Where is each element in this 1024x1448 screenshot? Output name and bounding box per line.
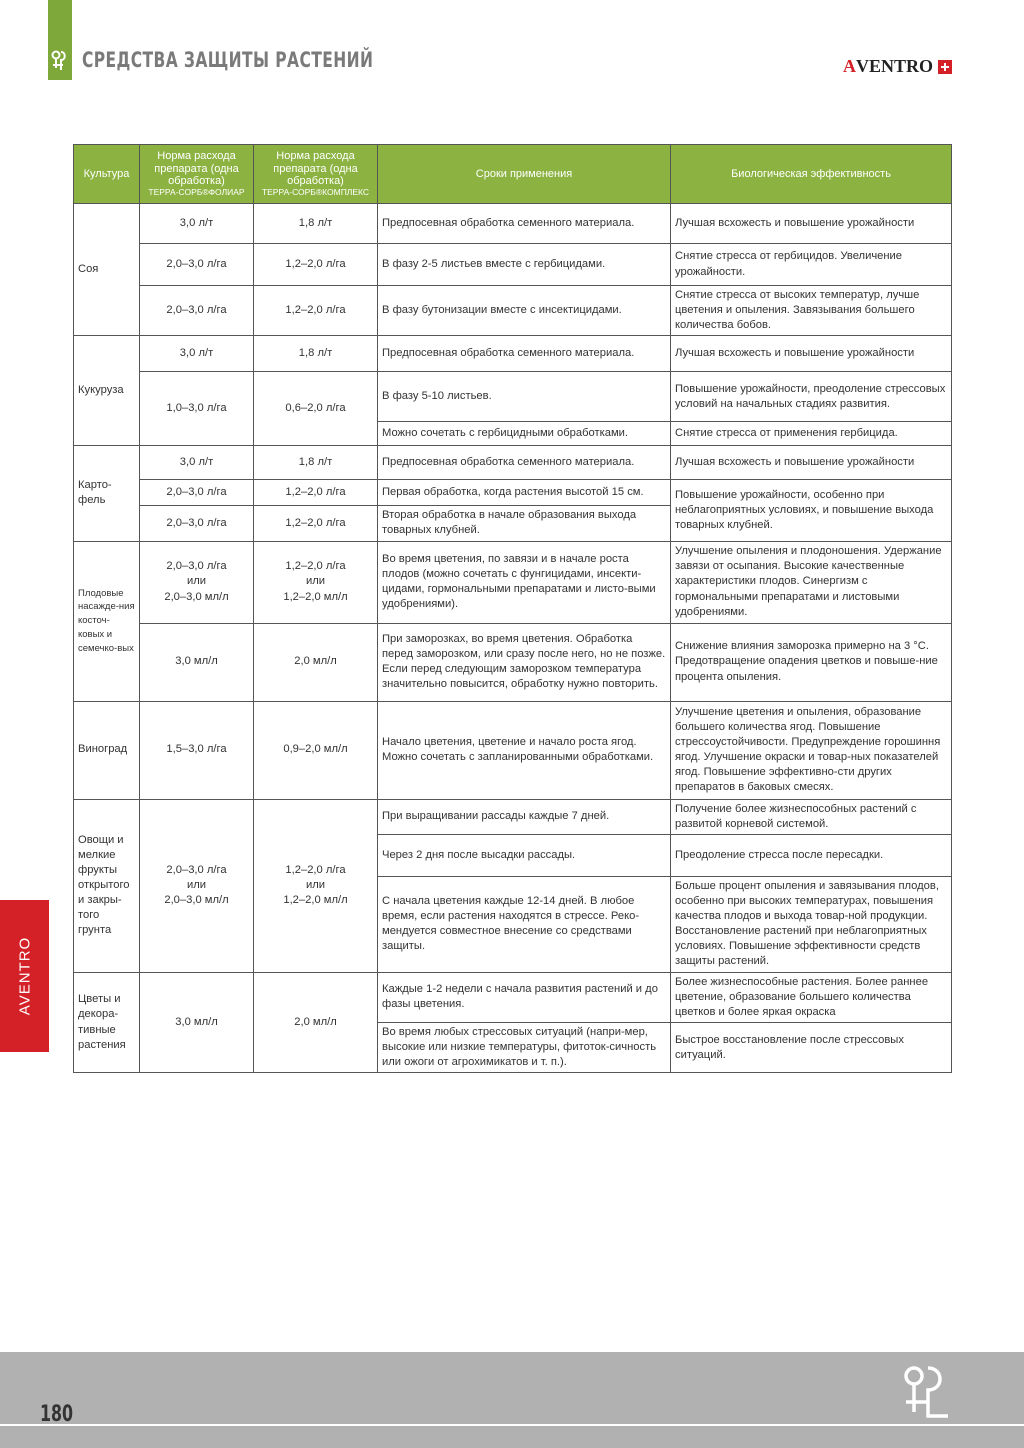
rate-foliar-cell: 2,0–3,0 л/га	[140, 506, 254, 541]
table-row	[74, 799, 952, 834]
rate-or: или	[186, 575, 207, 588]
effect-cell: Более жизнеспособные растения. Более раннее цветение, образование большего количества цветков и более яркая окраска	[671, 972, 952, 1022]
rate-foliar-cell: 2,0–3,0 л/га	[140, 286, 254, 336]
effect-cell: Снятие стресса от гербицидов. Увеличение урожайности.	[671, 244, 952, 286]
rate-value: 2,0–3,0 л/га	[166, 560, 227, 573]
effect-cell: Лучшая всхожесть и повышение урожайности	[671, 336, 952, 372]
table-row	[74, 541, 952, 623]
rate-complex-cell: 2,0 мл/л	[254, 623, 378, 701]
timing-cell: Во время любых стрессовых ситуаций (напри-мер, высокие или низкие температуры, фитоток-сичность или ожоги от агрохимикатов и т. п.).	[378, 1023, 671, 1073]
rate-foliar-cell: 3,0 мл/л	[140, 623, 254, 701]
rate-complex-cell: 1,2–2,0 л/га	[254, 244, 378, 286]
rate-value: 2,0–3,0 л/га	[166, 863, 227, 876]
timing-cell: Через 2 дня после высадки рассады.	[378, 834, 671, 876]
rate-value-alt: 2,0–3,0 мл/л	[164, 894, 229, 907]
rate-complex-cell: 1,2–2,0 л/га	[254, 480, 378, 506]
brand-logo	[843, 56, 952, 77]
rate-foliar-cell	[140, 799, 254, 972]
crop-cell: Карто-фель	[74, 446, 140, 541]
rate-complex-cell: 1,2–2,0 л/га	[254, 286, 378, 336]
crop-cell: Цветы и декора-тивные растения	[74, 972, 140, 1073]
timing-cell: Предпосевная обработка семенного материала.	[378, 204, 671, 244]
rate-complex-cell: 0,9–2,0 мл/л	[254, 701, 378, 799]
timing-cell: Первая обработка, когда растения высотой 15 см.	[378, 480, 671, 506]
side-tab	[0, 900, 49, 1052]
crop-cell: Виноград	[74, 701, 140, 799]
effect-cell: Повышение урожайности, преодоление стрессовых условий на начальных стадиях развития.	[671, 372, 952, 422]
effect-cell: Преодоление стресса после пересадки.	[671, 834, 952, 876]
header-rate-complex	[254, 145, 378, 204]
table-row	[74, 972, 952, 1022]
effect-cell: Снятие стресса от высоких температур, лучше цветения и опыления. Завязывания большего количества бобов.	[671, 286, 952, 336]
timing-cell: Во время цветения, по завязи и в начале роста плодов (можно сочетать с фунгицидами, инсекти-цидами, гормональными препаратами и листо-выми удобрениями).	[378, 541, 671, 623]
side-tab-label: AVENTRO	[16, 936, 33, 1016]
rate-foliar-cell: 3,0 л/т	[140, 446, 254, 480]
table-row	[74, 244, 952, 286]
header-rate-label: Норма расхода препарата (одна обработка)	[273, 150, 358, 188]
swiss-cross-icon	[938, 60, 952, 74]
effect-cell: Снижение влияния заморозка примерно на 3 °С. Предотвращение опадения цветков и повыше-ние процента опыления.	[671, 623, 952, 701]
table-row	[74, 480, 952, 506]
timing-cell: С начала цветения каждые 12-14 дней. В любое время, если растения находятся в стрессе. Реко-мендуется совместное внесение со средствами защиты.	[378, 876, 671, 972]
table-row	[74, 372, 952, 422]
table-row	[74, 204, 952, 244]
rate-foliar-cell: 2,0–3,0 л/га	[140, 480, 254, 506]
timing-cell: Предпосевная обработка семенного материала.	[378, 446, 671, 480]
header-product-name: ТЕРРА-СОРБ®КОМПЛЕКС	[261, 187, 370, 198]
rate-complex-cell: 0,6–2,0 л/га	[254, 372, 378, 446]
effect-cell: Получение более жизнеспособных растений с развитой корневой системой.	[671, 799, 952, 834]
rate-foliar-cell: 3,0 л/т	[140, 336, 254, 372]
table-row	[74, 336, 952, 372]
rate-value-alt: 1,2–2,0 мл/л	[283, 894, 348, 907]
header-effect: Биологическая эффективность	[671, 145, 952, 204]
rate-complex-cell	[254, 541, 378, 623]
rate-foliar-cell: 1,0–3,0 л/га	[140, 372, 254, 446]
timing-cell: При заморозках, во время цветения. Обработка перед заморозком, или сразу после него, но не позже. Если перед следующим заморозком температура значительно повысится, обработку нужно повторить.	[378, 623, 671, 701]
rate-complex-cell: 1,8 л/т	[254, 446, 378, 480]
table-row	[74, 701, 952, 799]
header-product-name: ТЕРРА-СОРБ®ФОЛИАР	[148, 187, 245, 198]
rate-value: 1,2–2,0 л/га	[285, 560, 346, 573]
rate-or: или	[186, 879, 207, 892]
rate-foliar-cell: 2,0–3,0 л/га	[140, 244, 254, 286]
timing-cell: В фазу 5-10 листьев.	[378, 372, 671, 422]
effect-cell: Быстрое восстановление после стрессовых ситуаций.	[671, 1023, 952, 1073]
timing-cell: Можно сочетать с гербицидными обработками.	[378, 422, 671, 446]
rate-or: или	[305, 879, 326, 892]
timing-cell: Каждые 1-2 недели с начала развития растений и до фазы цветения.	[378, 972, 671, 1022]
header-rate-label: Норма расхода препарата (одна обработка)	[154, 150, 239, 188]
rate-foliar-cell: 1,5–3,0 л/га	[140, 701, 254, 799]
timing-cell: Начало цветения, цветение и начало роста ягод. Можно сочетать с запланированными обработками.	[378, 701, 671, 799]
rate-value-alt: 2,0–3,0 мл/л	[164, 590, 229, 603]
rate-complex-cell: 1,2–2,0 л/га	[254, 506, 378, 541]
effect-cell: Улучшение цветения и опыления, образование большего количества ягод. Повышение стрессоустойчивости. Предупреждение горошиння ягод. Улучшение окраски и товар-ных показателей ягод. Повышение эффективно-сти других препаратов в баковых смесях.	[671, 701, 952, 799]
timing-cell: В фазу бутонизации вместе с инсектицидами.	[378, 286, 671, 336]
leaf-monogram-icon	[898, 1360, 958, 1424]
footer-divider	[0, 1424, 1024, 1426]
brand-letter: A	[842, 56, 856, 76]
rate-value: 1,2–2,0 л/га	[285, 863, 346, 876]
timing-cell: При выращивании рассады каждые 7 дней.	[378, 799, 671, 834]
page-title: СРЕДСТВА ЗАЩИТЫ РАСТЕНИЙ	[82, 48, 374, 72]
crop-cell: Соя	[74, 204, 140, 336]
rate-complex-cell: 2,0 мл/л	[254, 972, 378, 1073]
crop-cell: Кукуруза	[74, 336, 140, 446]
effect-cell: Лучшая всхожесть и повышение урожайности	[671, 446, 952, 480]
timing-cell: Вторая обработка в начале образования выхода товарных клубней.	[378, 506, 671, 541]
application-table	[73, 144, 952, 1073]
crop-cell: Овощи и мелкие фрукты открытого и закры-того грунта	[74, 799, 140, 972]
rate-value-alt: 1,2–2,0 мл/л	[283, 590, 348, 603]
effect-cell: Больше процент опыления и завязывания плодов, особенно при высоких температурах, повышения качества плодов и выхода товар-ной продукции. Восстановление растений при неблагоприятных условиях. Повышение эффективности средств защиты растений.	[671, 876, 952, 972]
header-timing: Сроки применения	[378, 145, 671, 204]
rate-foliar-cell: 3,0 л/т	[140, 204, 254, 244]
effect-cell: Лучшая всхожесть и повышение урожайности	[671, 204, 952, 244]
timing-cell: В фазу 2-5 листьев вместе с гербицидами.	[378, 244, 671, 286]
leaf-monogram-icon	[48, 46, 72, 76]
crop-cell: Плодовые насажде-ния косточ-ковых и семечко-вых	[74, 541, 140, 701]
effect-cell: Повышение урожайности, особенно при неблагоприятных условиях, и повышение выхода товарных клубней.	[671, 480, 952, 541]
timing-cell: Предпосевная обработка семенного материала.	[378, 336, 671, 372]
rate-complex-cell	[254, 799, 378, 972]
table-row	[74, 446, 952, 480]
effect-cell: Снятие стресса от применения гербицида.	[671, 422, 952, 446]
rate-complex-cell: 1,8 л/т	[254, 204, 378, 244]
footer-band	[0, 1352, 1024, 1448]
table-row	[74, 286, 952, 336]
table-row	[74, 623, 952, 701]
rate-complex-cell: 1,8 л/т	[254, 336, 378, 372]
page-number: 180	[40, 1402, 74, 1427]
effect-cell: Улучшение опыления и плодоношения. Удержание завязи от осыпания. Высокие качественные характеристики плодов. Синергизм с гормональными препаратами и листовыми удобрениями.	[671, 541, 952, 623]
rate-foliar-cell	[140, 541, 254, 623]
rate-or: или	[305, 575, 326, 588]
header-crop: Культура	[74, 145, 140, 204]
header-rate-foliar	[140, 145, 254, 204]
rate-foliar-cell: 3,0 мл/л	[140, 972, 254, 1073]
table-header-row	[74, 145, 952, 204]
brand-name: VENTRO	[855, 56, 933, 76]
